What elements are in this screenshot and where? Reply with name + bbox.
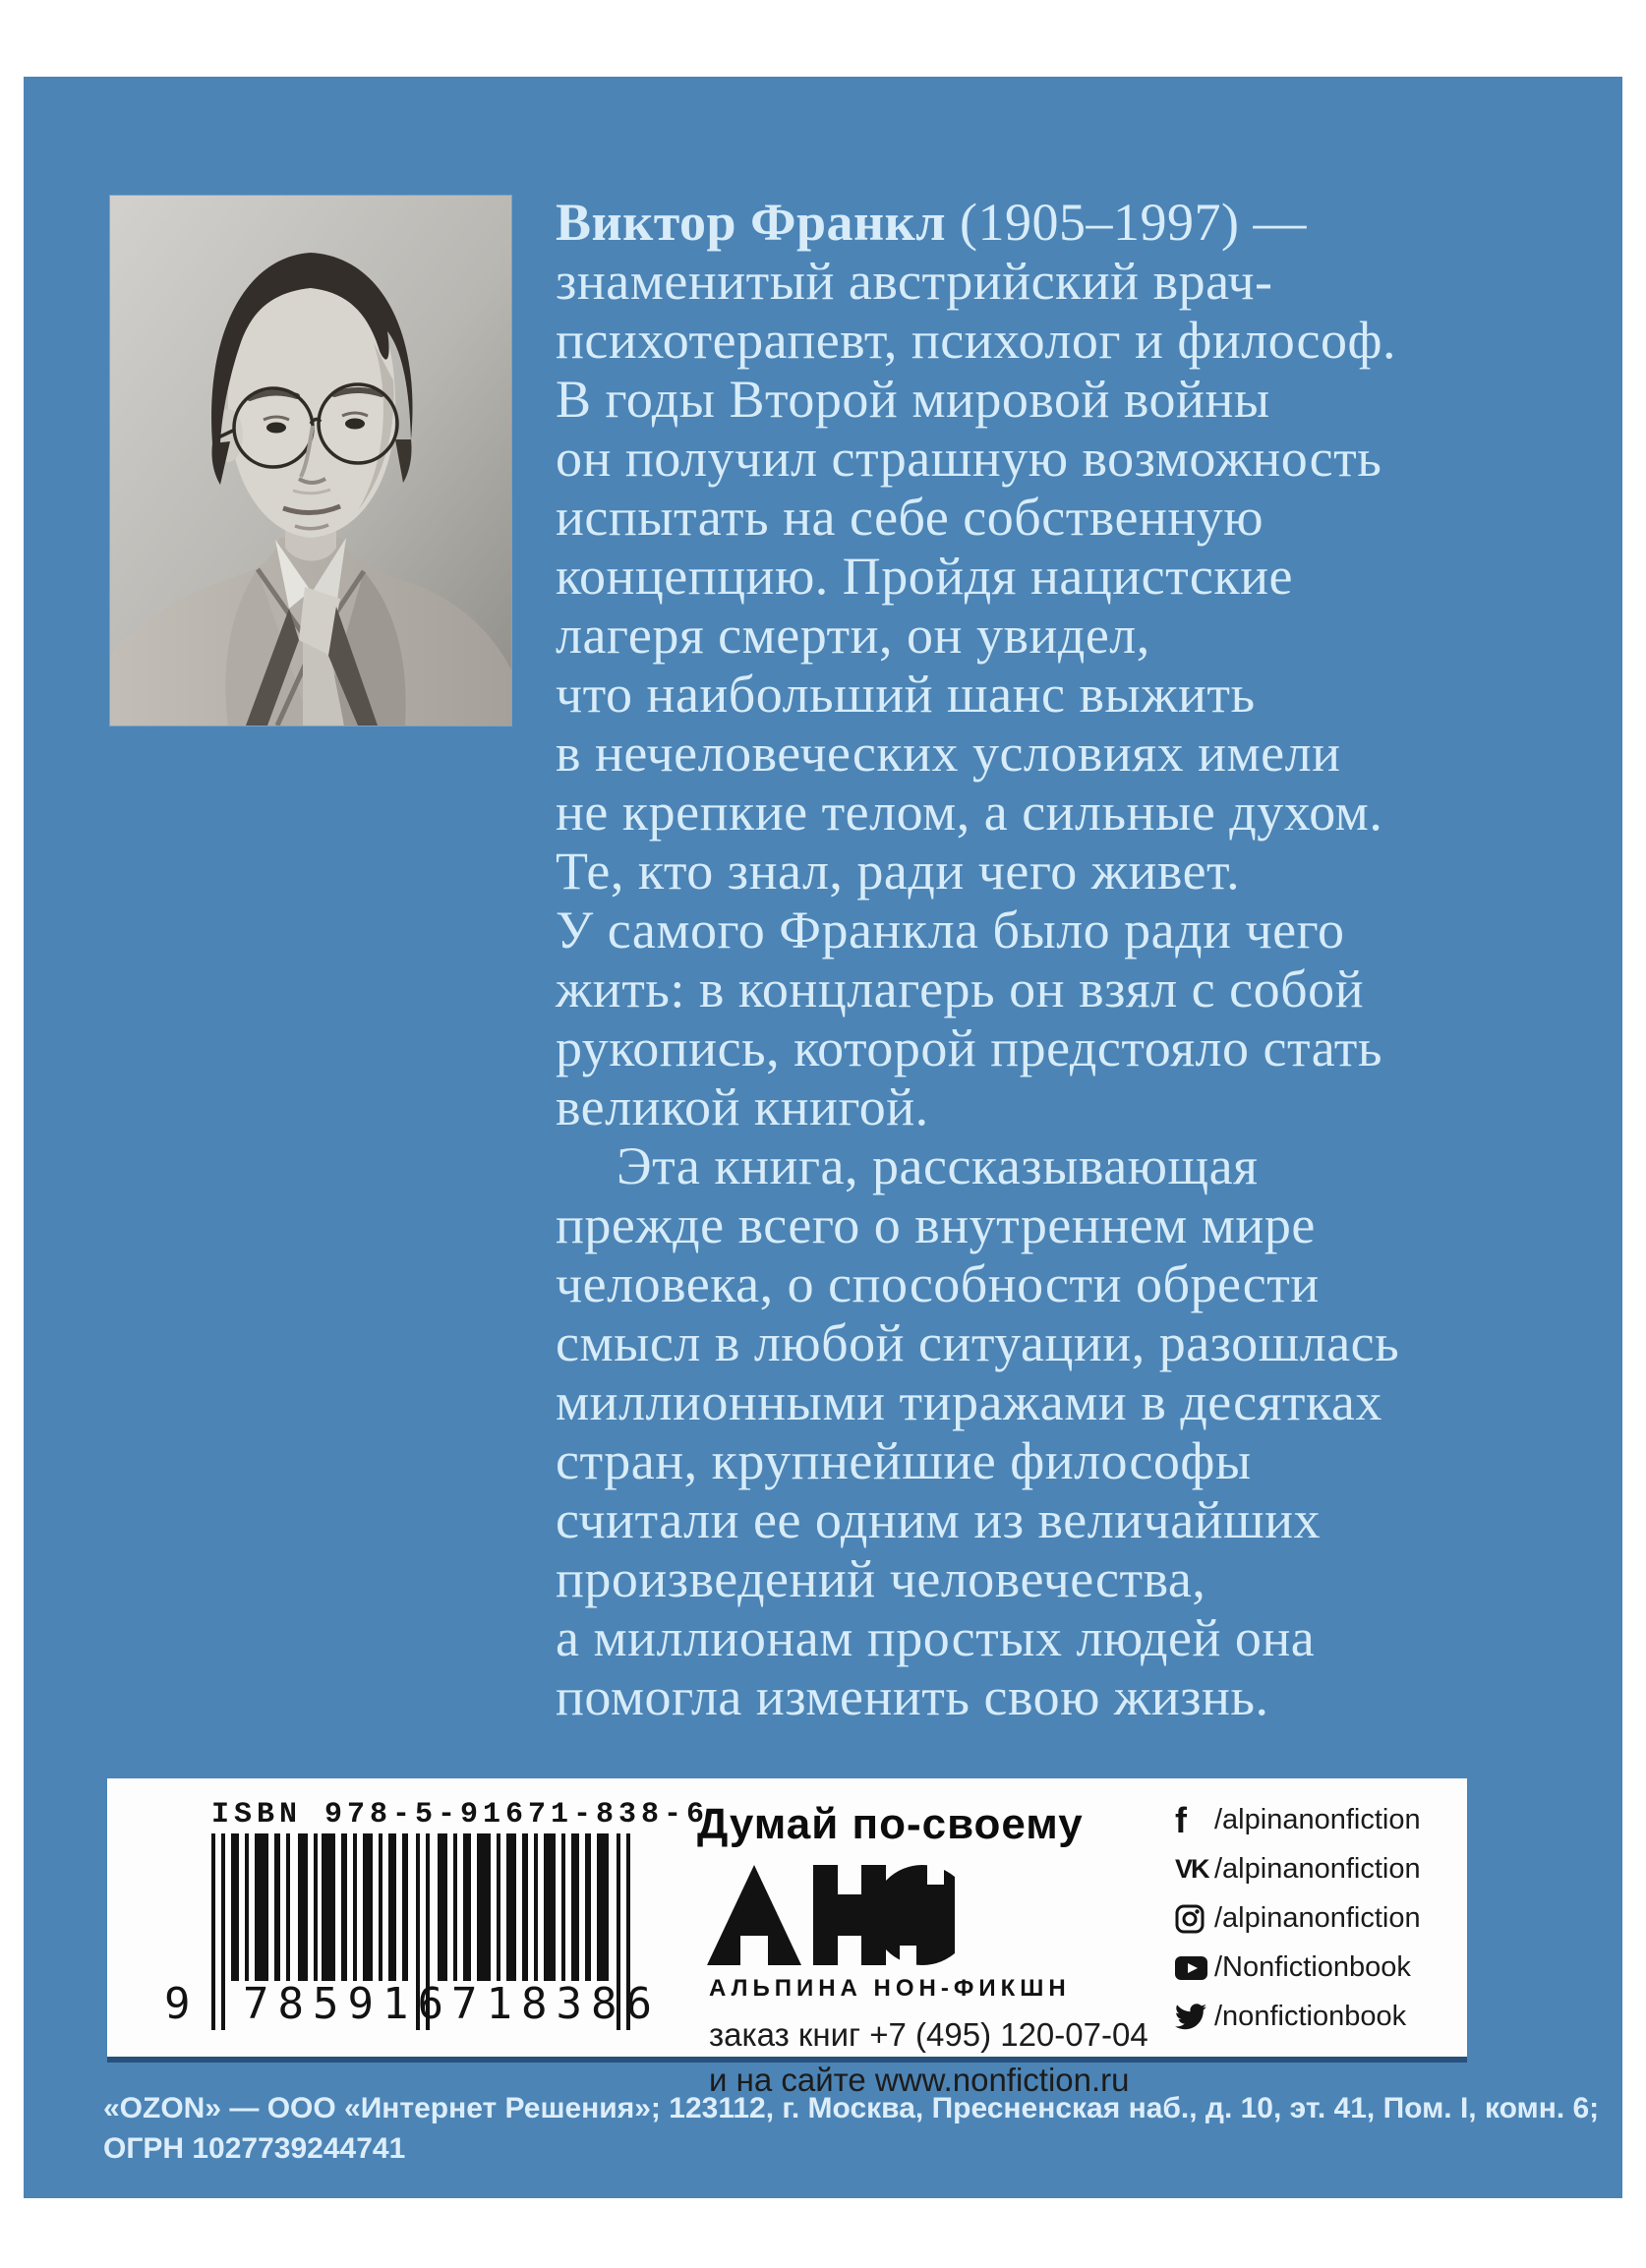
author-years: (1905–1997) — xyxy=(946,193,1307,252)
bio-line: психотерапевт, психолог и философ. xyxy=(556,311,1397,370)
bio-text xyxy=(556,193,1608,1726)
social-row-youtube xyxy=(1175,1951,1460,1984)
social-row-vk xyxy=(1175,1853,1460,1886)
social-row-twitter xyxy=(1175,2001,1460,2033)
bio-line: Те, кто знал, ради чего живет. xyxy=(556,842,1241,901)
social-handle: /nonfictionbook xyxy=(1214,2001,1407,2032)
publisher-panel xyxy=(107,1778,1467,2098)
order-phone-line: заказ книг +7 (495) 120-07-04 xyxy=(709,2016,1148,2053)
social-row-instagram xyxy=(1175,1902,1460,1935)
bio-line: миллионными тиражами в десятках xyxy=(556,1372,1382,1431)
bio-line: помогла изменить свою жизнь. xyxy=(556,1667,1269,1726)
isbn-barcode-block xyxy=(156,1798,710,2044)
bio-line: лагеря смерти, он увидел, xyxy=(556,606,1150,665)
bio-title-line xyxy=(556,193,1608,252)
publisher-info-block xyxy=(697,1800,1148,2099)
bio-line: жить: в концлагерь он взял с собой xyxy=(556,960,1364,1018)
isbn-number: ISBN 978-5-91671-838-6 xyxy=(211,1798,710,1832)
social-handle: /alpinanonfiction xyxy=(1214,1804,1421,1835)
viktor-frankl-photo xyxy=(110,196,511,726)
social-handle: /alpinanonfiction xyxy=(1214,1902,1421,1934)
portrait-illustration xyxy=(110,196,511,726)
bio-line: прежде всего о внутреннем мире xyxy=(556,1195,1316,1254)
instagram-icon xyxy=(1175,1902,1214,1936)
bio-line: произведений человечества, xyxy=(556,1549,1206,1608)
author-name: Виктор Франкл xyxy=(556,193,947,252)
bio-line: концепцию. Пройдя нацистские xyxy=(556,547,1293,606)
bio-line: смысл в любой ситуации, разошлась xyxy=(556,1313,1400,1372)
social-row-facebook xyxy=(1175,1799,1460,1840)
bio-line: человека, о способности обрести xyxy=(556,1254,1320,1313)
bio-line: У самого Франкла было ради чего xyxy=(556,901,1345,960)
bio-line: считали ее одним из величайших xyxy=(556,1490,1322,1549)
twitter-icon xyxy=(1175,2001,1214,2034)
legal-line-1: «OZON» — ООО «Интернет Решения»; 123112, г. Москва, Пресненская наб., д. 10, эт. 41, Пом. I, комн. 6; xyxy=(103,2092,1600,2124)
ean-group-2: 718386 xyxy=(451,1979,661,2029)
social-handle: /Nonfictionbook xyxy=(1214,1951,1411,1983)
bio-line: в нечеловеческих условиях имели xyxy=(556,724,1341,783)
legal-line-2: ОГРН 1027739244741 xyxy=(103,2132,406,2165)
bio-line: стран, крупнейшие философы xyxy=(556,1431,1252,1490)
youtube-icon xyxy=(1175,1951,1214,1985)
bio-line: он получил страшную возможность xyxy=(556,429,1382,488)
facebook-icon: f xyxy=(1175,1799,1187,1840)
publisher-tagline: Думай по-своему xyxy=(697,1800,1084,1848)
bio-line: не крепкие телом, а сильные духом. xyxy=(556,783,1383,842)
cover-background xyxy=(24,77,1622,2198)
bio-line: Эта книга, рассказывающая xyxy=(617,1136,1259,1195)
ean-first-digit: 9 xyxy=(164,1979,200,2029)
bio-line: знаменитый австрийский врач- xyxy=(556,252,1273,311)
social-links-block xyxy=(1175,1799,1460,2050)
bio-line: В годы Второй мировой войны xyxy=(556,370,1270,429)
bio-line: рукопись, которой предстояло стать xyxy=(556,1018,1383,1077)
vk-icon: VK xyxy=(1175,1854,1208,1884)
bio-line: а миллионам простых людей она xyxy=(556,1608,1316,1667)
legal-text xyxy=(103,2088,1600,2169)
publisher-name: АЛЬПИНА НОН-ФИКШН xyxy=(709,1975,1071,2002)
ean-digits xyxy=(156,1979,668,2028)
bio-line: великой книгой. xyxy=(556,1077,929,1136)
ean-group-1: 785916 xyxy=(243,1979,452,2029)
bio-line: что наибольший шанс выжить xyxy=(556,665,1256,724)
social-handle: /alpinanonfiction xyxy=(1214,1853,1421,1885)
bio-line: испытать на себе собственную xyxy=(556,488,1264,547)
website-line: и на сайте www.nonfiction.ru xyxy=(709,2062,1130,2098)
alpina-nonfiction-logo-icon xyxy=(707,1865,955,1965)
